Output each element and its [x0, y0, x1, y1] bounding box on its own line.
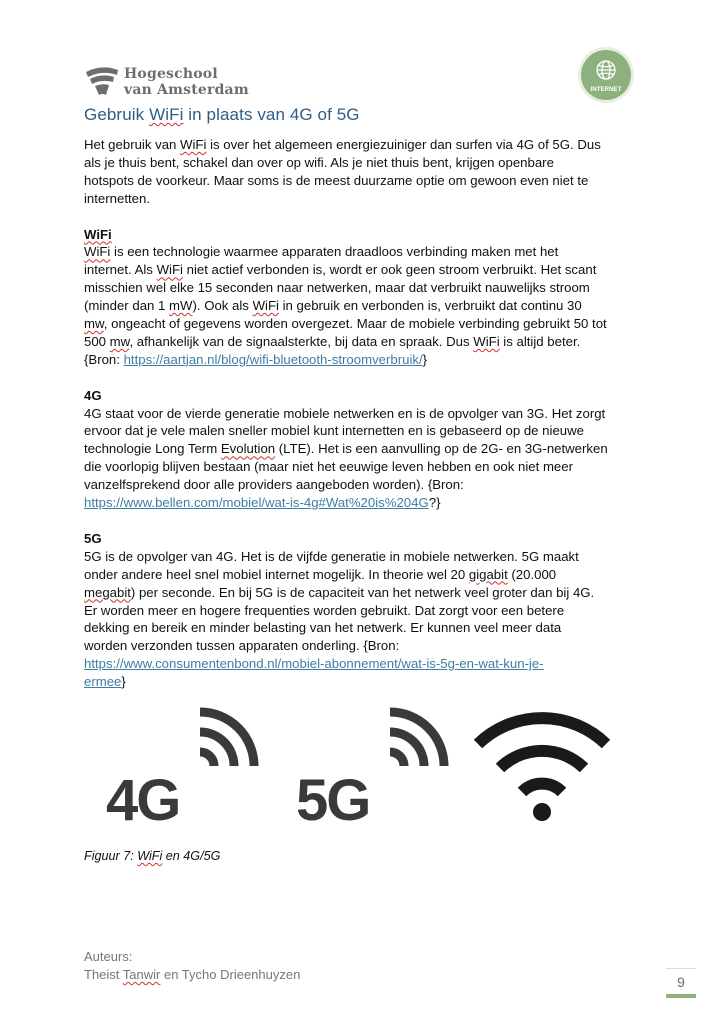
- main-content: [84, 136, 644, 691]
- wifi-line: WiFi is een technologie waarmee apparaten draadloos verbinding maken met het: [84, 244, 559, 260]
- 5g-source-link[interactable]: https://www.consumentenbond.nl/mobiel-abonnement/wat-is-5g-en-wat-kun-je-: [84, 656, 544, 672]
- 4g-section: [84, 387, 644, 512]
- signal-waves-icon: [200, 712, 254, 766]
- wifi-line: internet. Als WiFi niet actief verbonden is, wordt er ook geen stroom verbruikt. Het scant: [84, 262, 597, 278]
- wifi-source: {Bron: https://aartjan.nl/blog/wifi-bluetooth-stroomverbruik/}: [84, 351, 428, 367]
- figure-caption: Figuur 7: WiFi en 4G/5G: [84, 849, 221, 863]
- intro-line: hotspots de voorkeur. Maar soms is de meest duurzame optie om gewoon even niet te: [84, 172, 589, 188]
- wifi-line: mw, ongeacht of gegevens worden overgezet. Maar de mobiele verbinding gebruikt 50 tot: [84, 316, 607, 332]
- wifi-section: [84, 226, 644, 369]
- wifi-line: (minder dan 1 mW). Ook als WiFi in gebruik en verbonden is, verbruikt dat continu 30: [84, 298, 582, 314]
- wifi-line: misschien wel elke 15 seconden naar netwerken, maar dat verbruikt nauwelijks stroom: [84, 280, 590, 296]
- 4g-icon: [100, 706, 260, 831]
- 5g-label: 5G: [296, 768, 370, 831]
- 5g-line: onder andere heel snel mobiel internet mogelijk. In theorie wel 20 gigabit (20.000: [84, 566, 557, 582]
- logo-line-2: van Amsterdam: [124, 82, 249, 98]
- authors-names: Theist Tanwir en Tycho Drieenhuyzen: [84, 967, 301, 982]
- internet-badge: [577, 46, 635, 104]
- wifi-source-link[interactable]: https://aartjan.nl/blog/wifi-bluetooth-stroomverbruik/: [123, 351, 423, 367]
- 5g-source: [84, 655, 644, 673]
- logo-text: [124, 66, 249, 98]
- intro-line: Het gebruik van WiFi is over het algemeen energiezuiniger dan surfen via 4G of 5G. Dus: [84, 137, 601, 152]
- 4g-line: vanzelfsprekend door alle providers aangeboden worden). {Bron:: [84, 477, 464, 493]
- wifi-icon: [472, 706, 612, 831]
- hva-logo-icon: [84, 64, 120, 98]
- 5g-line: megabit) per seconde. En bij 5G is de capaciteit van het netwerk veel groter dan bij 4G.: [84, 584, 595, 600]
- 4g-line: die voorlopig blijven bestaan (maar niet het eeuwige leven hebben en ook niet meer: [84, 459, 573, 475]
- page-number: 9: [666, 968, 696, 998]
- 5g-line: 5G is de opvolger van 4G. Het is de vijfde generatie in mobiele netwerken. 5G maakt: [84, 548, 579, 564]
- authors-label: Auteurs:: [84, 949, 133, 964]
- 5g-heading: 5G: [84, 530, 102, 546]
- logo-line-1: Hogeschool: [124, 66, 218, 82]
- 4g-line: ervoor dat je vele malen sneller mobiel kunt internetten en is gebaseerd op de nieuwe: [84, 423, 584, 439]
- intro-paragraph: [84, 136, 644, 208]
- 4g-source: https://www.bellen.com/mobiel/wat-is-4g#Wat%20is%204G?}: [84, 495, 441, 511]
- hva-logo: [84, 64, 254, 104]
- 5g-line: worden verzonden tussen apparaten onderling. {Bron:: [84, 638, 400, 654]
- 5g-icon: [290, 706, 450, 831]
- 4g-label: 4G: [106, 768, 180, 831]
- 5g-section: [84, 530, 644, 691]
- 5g-source-link[interactable]: ermee: [84, 674, 122, 690]
- intro-line: internetten.: [84, 190, 150, 206]
- 4g-heading: 4G: [84, 387, 102, 403]
- badge-label: INTERNET: [590, 86, 622, 93]
- wifi-heading: WiFi: [84, 226, 112, 242]
- network-figure: [100, 706, 620, 836]
- page-number-bar: [666, 994, 696, 998]
- 5g-line: Er worden meer en hogere frequenties worden gebruikt. Dat zorgt voor een betere: [84, 602, 565, 618]
- 4g-line: technologie Long Term Evolution (LTE). Het is een aanvulling op de 2G- en 3G-netwerken: [84, 441, 608, 457]
- 4g-source-link[interactable]: https://www.bellen.com/mobiel/wat-is-4g#Wat%20is%204G: [84, 495, 429, 511]
- signal-waves-icon: [390, 712, 444, 766]
- 5g-line: dekking en bereik en minder belasting van het netwerk. Er kunnen veel meer data: [84, 620, 562, 636]
- 4g-line: 4G staat voor de vierde generatie mobiele netwerken en is de opvolger van 3G. Het zorgt: [84, 405, 606, 421]
- 5g-source: ermee}: [84, 674, 126, 690]
- wifi-line: 500 mw, afhankelijk van de signaalsterkte, bij data en spraak. Dus WiFi is altijd beter.: [84, 333, 581, 349]
- intro-line: als je thuis bent, schakel dan over op wifi. Als je niet thuis bent, krijgen openbare: [84, 154, 554, 170]
- page-title: Gebruik WiFi in plaats van 4G of 5G: [84, 105, 360, 124]
- authors-footer: [84, 948, 300, 984]
